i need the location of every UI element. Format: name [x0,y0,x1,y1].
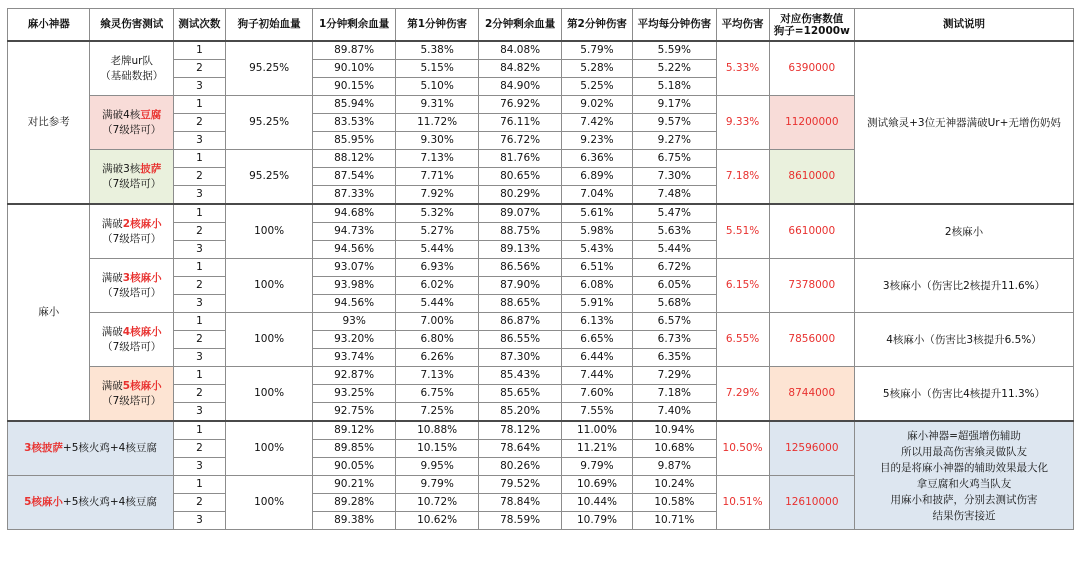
test-no: 2 [173,168,225,186]
test-note: 5核麻小（伤害比4核提升11.3%） [855,367,1074,422]
avg-per-min: 10.24% [633,476,716,494]
table-row [8,41,1074,60]
damage-value: 12610000 [769,476,855,530]
team-line: （7级塔可） [102,286,162,299]
team-line: （7级塔可） [102,177,162,190]
hp-2min: 88.75% [479,223,561,241]
damage-value: 8744000 [769,367,855,422]
team-cell [90,204,173,259]
hp-1min: 94.73% [313,223,395,241]
dmg-1min: 9.31% [395,96,478,114]
test-no: 1 [173,150,225,168]
section-label: 麻小 [8,204,90,421]
team-highlight: 披萨 [140,162,162,175]
test-no: 3 [173,295,225,313]
hp-2min: 76.92% [479,96,561,114]
hp-1min: 89.87% [313,41,395,60]
note-line: 结果伤害接近 [932,509,996,522]
hp-2min: 88.65% [479,295,561,313]
hp-1min: 89.85% [313,440,395,458]
dmg-2min: 5.98% [561,223,632,241]
team-line: （基础数据） [100,69,164,82]
hp-1min: 93.20% [313,331,395,349]
avg-damage: 5.51% [716,204,769,259]
hp-2min: 89.13% [479,241,561,259]
avg-damage: 10.50% [716,421,769,476]
dmg-2min: 6.44% [561,349,632,367]
avg-per-min: 10.68% [633,440,716,458]
hp-2min: 85.43% [479,367,561,385]
dmg-2min: 5.61% [561,204,632,223]
team-highlight: 5核麻小 [24,496,63,508]
test-no: 2 [173,223,225,241]
hp-1min: 89.38% [313,512,395,530]
hp-1min: 83.53% [313,114,395,132]
dmg-2min: 6.65% [561,331,632,349]
damage-test-table [7,8,1074,530]
header-cell: 飨灵伤害测试 [90,9,173,42]
test-no: 3 [173,78,225,96]
dmg-1min: 11.72% [395,114,478,132]
note-line: 所以用最高伤害飨灵做队友 [901,445,1028,458]
dmg-2min: 10.79% [561,512,632,530]
test-no: 2 [173,494,225,512]
dmg-1min: 6.80% [395,331,478,349]
avg-per-min: 5.59% [633,41,716,60]
test-note: 2核麻小 [855,204,1074,259]
dmg-1min: 5.44% [395,241,478,259]
damage-value: 6390000 [769,41,855,96]
header-cell: 狗子初始血量 [225,9,313,42]
header-cell [769,9,855,42]
dmg-1min: 10.15% [395,440,478,458]
test-no: 2 [173,385,225,403]
table-row [8,259,1074,277]
table-row [8,367,1074,385]
table-container [7,8,1074,530]
team-line: （7级塔可） [102,232,162,245]
avg-damage: 10.51% [716,476,769,530]
team-line: （7级塔可） [102,340,162,353]
test-no: 1 [173,96,225,114]
hp-2min: 89.07% [479,204,561,223]
hp-1min: 94.56% [313,241,395,259]
test-note: 3核麻小（伤害比2核提升11.6%） [855,259,1074,313]
avg-per-min: 5.44% [633,241,716,259]
avg-per-min: 7.40% [633,403,716,422]
hp-1min: 93.74% [313,349,395,367]
hp-2min: 80.29% [479,186,561,205]
hp-1min: 93.98% [313,277,395,295]
test-no: 3 [173,132,225,150]
hp-1min: 87.54% [313,168,395,186]
header-cell: 测试说明 [855,9,1074,42]
hp-1min: 93.25% [313,385,395,403]
dmg-2min: 7.04% [561,186,632,205]
avg-damage: 6.15% [716,259,769,313]
header-cell: 1分钟剩余血量 [313,9,395,42]
hp-1min: 90.21% [313,476,395,494]
test-no: 1 [173,421,225,440]
damage-value: 7856000 [769,313,855,367]
avg-per-min: 5.47% [633,204,716,223]
dmg-1min: 5.27% [395,223,478,241]
dmg-1min: 6.02% [395,277,478,295]
dmg-2min: 10.69% [561,476,632,494]
team-line: （7级塔可） [102,394,162,407]
test-no: 2 [173,114,225,132]
hp-2min: 86.87% [479,313,561,331]
test-no: 1 [173,41,225,60]
dmg-2min: 9.79% [561,458,632,476]
hp-1min: 92.87% [313,367,395,385]
team-cell [90,259,173,313]
test-no: 3 [173,241,225,259]
test-no: 2 [173,60,225,78]
hp-2min: 78.64% [479,440,561,458]
avg-per-min: 10.58% [633,494,716,512]
avg-per-min: 6.05% [633,277,716,295]
hp-1min: 94.68% [313,204,395,223]
test-no: 2 [173,440,225,458]
table-row [8,313,1074,331]
dmg-1min: 9.79% [395,476,478,494]
dmg-2min: 11.21% [561,440,632,458]
hp-2min: 85.20% [479,403,561,422]
hp-1min: 90.10% [313,60,395,78]
avg-per-min: 7.29% [633,367,716,385]
avg-per-min: 9.27% [633,132,716,150]
dmg-2min: 6.36% [561,150,632,168]
team-suffix: +5核火鸡+4核豆腐 [62,496,157,508]
hp-2min: 86.56% [479,259,561,277]
hp-1min: 85.95% [313,132,395,150]
hp-1min: 93% [313,313,395,331]
initial-hp: 95.25% [225,41,313,96]
note-line: 用麻小和披萨，分别去测试伤害 [890,493,1038,506]
hp-2min: 85.65% [479,385,561,403]
hp-2min: 79.52% [479,476,561,494]
damage-value: 11200000 [769,96,855,150]
hp-2min: 87.30% [479,349,561,367]
test-no: 1 [173,259,225,277]
initial-hp: 100% [225,259,313,313]
dmg-1min: 7.71% [395,168,478,186]
team-prefix: 满破 [101,325,123,338]
header-line: 狗子=12000w [773,24,850,37]
test-no: 3 [173,403,225,422]
test-no: 3 [173,186,225,205]
hp-2min: 86.55% [479,331,561,349]
damage-value: 12596000 [769,421,855,476]
dmg-1min: 6.26% [395,349,478,367]
dmg-2min: 7.44% [561,367,632,385]
hp-2min: 84.08% [479,41,561,60]
initial-hp: 100% [225,367,313,422]
avg-per-min: 7.30% [633,168,716,186]
dmg-1min: 7.00% [395,313,478,331]
dmg-2min: 7.55% [561,403,632,422]
dmg-2min: 6.08% [561,277,632,295]
hp-2min: 78.84% [479,494,561,512]
initial-hp: 100% [225,421,313,476]
test-note: 测试飨灵+3位无神器满破Ur+无增伤奶妈 [855,41,1074,204]
dmg-1min: 10.88% [395,421,478,440]
header-cell: 第1分钟伤害 [395,9,478,42]
test-no: 1 [173,313,225,331]
avg-per-min: 7.18% [633,385,716,403]
dmg-2min: 10.44% [561,494,632,512]
dmg-2min: 5.43% [561,241,632,259]
dmg-1min: 7.13% [395,150,478,168]
dmg-1min: 7.13% [395,367,478,385]
dmg-2min: 7.60% [561,385,632,403]
dmg-2min: 6.51% [561,259,632,277]
team-cell [90,313,173,367]
header-row [8,9,1074,42]
hp-1min: 89.28% [313,494,395,512]
note-line: 目的是将麻小神器的辅助效果最大化 [880,461,1049,474]
dmg-2min: 5.28% [561,60,632,78]
team-line: （7级塔可） [102,123,162,136]
test-no: 1 [173,367,225,385]
test-no: 3 [173,458,225,476]
test-no: 1 [173,476,225,494]
team-prefix: 满破 [101,217,123,230]
avg-per-min: 9.17% [633,96,716,114]
test-no: 1 [173,204,225,223]
initial-hp: 95.25% [225,150,313,205]
team-highlight: 3核披萨 [24,442,63,454]
dmg-1min: 5.15% [395,60,478,78]
header-cell: 麻小神器 [8,9,90,42]
avg-per-min: 9.87% [633,458,716,476]
team-highlight: 3核麻小 [122,271,162,284]
team-highlight: 5核麻小 [122,379,162,392]
dmg-2min: 9.02% [561,96,632,114]
test-no: 3 [173,512,225,530]
avg-damage: 6.55% [716,313,769,367]
team-prefix: 满破 [101,271,123,284]
dmg-1min: 10.72% [395,494,478,512]
header-cell: 2分钟剩余血量 [479,9,561,42]
hp-1min: 92.75% [313,403,395,422]
header-cell: 平均每分钟伤害 [633,9,716,42]
avg-per-min: 7.48% [633,186,716,205]
dmg-1min: 5.44% [395,295,478,313]
dmg-2min: 6.13% [561,313,632,331]
hp-2min: 84.82% [479,60,561,78]
dmg-2min: 6.89% [561,168,632,186]
hp-1min: 90.05% [313,458,395,476]
hp-1min: 94.56% [313,295,395,313]
dmg-2min: 7.42% [561,114,632,132]
dmg-1min: 9.30% [395,132,478,150]
initial-hp: 95.25% [225,96,313,150]
note-line: 麻小神器=超强增伤辅助 [907,429,1021,442]
initial-hp: 100% [225,313,313,367]
avg-per-min: 6.73% [633,331,716,349]
avg-per-min: 5.63% [633,223,716,241]
team-prefix: 满破3核 [102,162,141,175]
hp-2min: 78.12% [479,421,561,440]
damage-value: 6610000 [769,204,855,259]
damage-value: 7378000 [769,259,855,313]
hp-2min: 80.65% [479,168,561,186]
test-note [855,421,1074,530]
avg-per-min: 6.35% [633,349,716,367]
dmg-1min: 5.38% [395,41,478,60]
dmg-1min: 10.62% [395,512,478,530]
dmg-1min: 7.25% [395,403,478,422]
hp-1min: 93.07% [313,259,395,277]
dmg-1min: 5.32% [395,204,478,223]
team-line: 老牌ur队 [110,54,153,67]
team-suffix: +5核火鸡+4核豆腐 [62,442,157,454]
dmg-2min: 5.91% [561,295,632,313]
note-line: 拿豆腐和火鸡当队友 [916,477,1012,490]
team-cell [90,150,173,205]
team-highlight: 豆腐 [140,108,162,121]
hp-1min: 87.33% [313,186,395,205]
hp-1min: 88.12% [313,150,395,168]
section-label: 对比参考 [8,41,90,204]
hp-2min: 76.11% [479,114,561,132]
avg-per-min: 10.71% [633,512,716,530]
dmg-1min: 6.93% [395,259,478,277]
team-cell [90,41,173,96]
team-cell [90,367,173,422]
header-cell: 平均伤害 [716,9,769,42]
dmg-2min: 9.23% [561,132,632,150]
avg-damage: 9.33% [716,96,769,150]
test-no: 3 [173,349,225,367]
test-no: 2 [173,331,225,349]
hp-2min: 78.59% [479,512,561,530]
initial-hp: 100% [225,476,313,530]
test-note: 4核麻小（伤害比3核提升6.5%） [855,313,1074,367]
header-cell: 测试次数 [173,9,225,42]
hp-2min: 76.72% [479,132,561,150]
dmg-1min: 5.10% [395,78,478,96]
dmg-2min: 5.79% [561,41,632,60]
team-highlight: 4核麻小 [122,325,162,338]
dmg-1min: 9.95% [395,458,478,476]
avg-damage: 5.33% [716,41,769,96]
avg-per-min: 9.57% [633,114,716,132]
avg-per-min: 5.22% [633,60,716,78]
team-cell [8,421,174,476]
avg-per-min: 5.18% [633,78,716,96]
team-prefix: 满破 [101,379,123,392]
dmg-2min: 11.00% [561,421,632,440]
dmg-2min: 5.25% [561,78,632,96]
hp-2min: 87.90% [479,277,561,295]
hp-2min: 84.90% [479,78,561,96]
avg-per-min: 10.94% [633,421,716,440]
hp-1min: 90.15% [313,78,395,96]
avg-per-min: 6.57% [633,313,716,331]
hp-1min: 89.12% [313,421,395,440]
avg-per-min: 6.72% [633,259,716,277]
hp-2min: 80.26% [479,458,561,476]
team-prefix: 满破4核 [102,108,141,121]
hp-1min: 85.94% [313,96,395,114]
avg-damage: 7.18% [716,150,769,205]
test-no: 2 [173,277,225,295]
team-highlight: 2核麻小 [122,217,162,230]
dmg-1min: 7.92% [395,186,478,205]
team-cell [90,96,173,150]
team-cell [8,476,174,530]
avg-per-min: 5.68% [633,295,716,313]
table-row [8,204,1074,223]
initial-hp: 100% [225,204,313,259]
hp-2min: 81.76% [479,150,561,168]
header-line: 对应伤害数值 [780,12,844,25]
header-cell: 第2分钟伤害 [561,9,632,42]
avg-damage: 7.29% [716,367,769,422]
dmg-1min: 6.75% [395,385,478,403]
avg-per-min: 6.75% [633,150,716,168]
table-row [8,421,1074,440]
damage-value: 8610000 [769,150,855,205]
